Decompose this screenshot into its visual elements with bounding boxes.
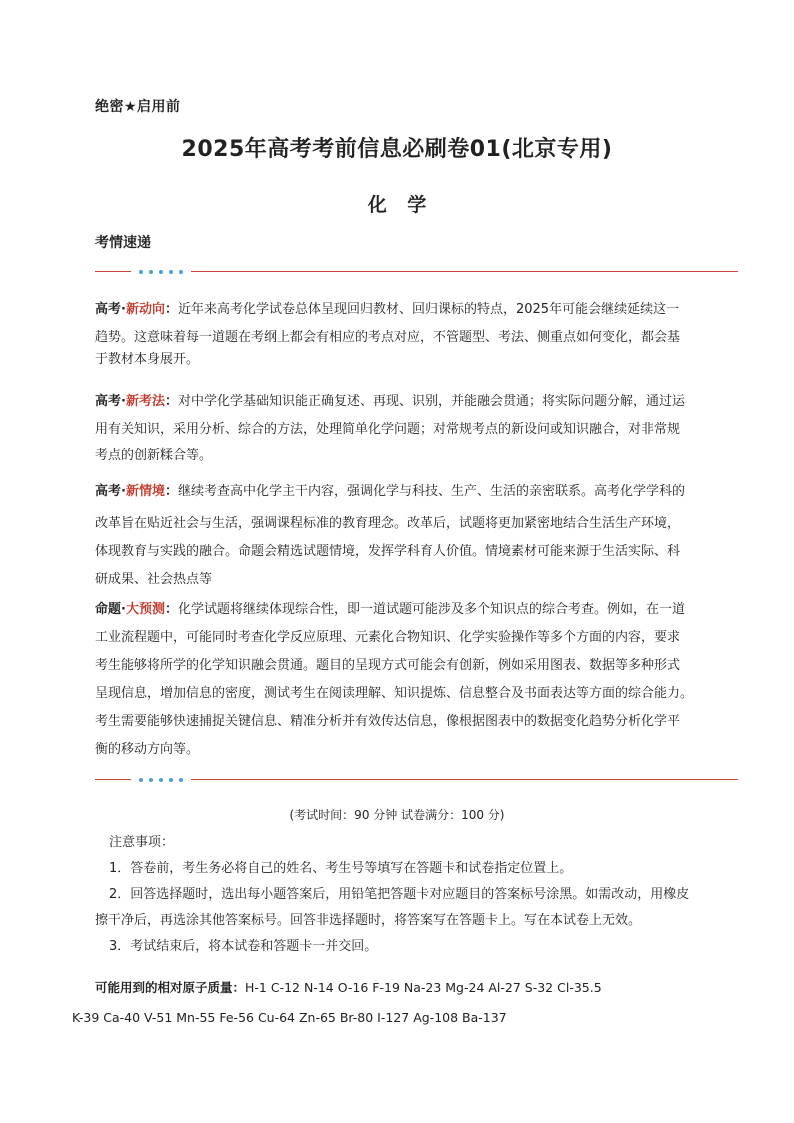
divider-dots-icon	[131, 266, 191, 278]
note-item: 2．回答选择题时，选出每小题答案后，用铅笔把答题卡对应题目的答案标号涂黑。如需改动，用橡皮	[109, 887, 690, 902]
notes-heading: 注意事项：	[109, 835, 175, 850]
briefing-item-context: 高考·新情境：继续考查高中化学主干内容，强调化学与科技、生产、生活的亲密联系。高考化学学科的 改革旨在贴近社会与生活，强调课程标准的教育理念。改革后，试题将更加紧密地结合生活生产环境， 体现教育与实践的融合。命题会精选试题情境，发挥学科育人价值。情境素材可能来源于生活实际、科 研成果、社会热点等	[95, 484, 685, 587]
note-item: 1．答卷前，考生务必将自己的姓名、考生号等填写在答题卡和试卷指定位置上。	[109, 861, 573, 876]
section-divider-top	[95, 266, 738, 278]
briefing-item-forecast: 命题·大预测：化学试题将继续体现综合性，即一道试题可能涉及多个知识点的综合考查。例如，在一道 工业流程题中，可能同时考查化学反应原理、元素化合物知识、化学实验操作等多个方面的内容，要求 考生能够将所学的化学知识融会贯通。题目的呈现方式可能会有创新，例如采用图表、数据等多种形式 呈现信息，增加信息的密度，测试考生在阅读理解、知识提炼、信息整合及书面表达等方面的综合能力。 考生需要能够快速捕捉关键信息、精准分析并有效传达信息，像根据图表中的数据变化趋势分析化学平 衡的移动方向等。	[95, 602, 694, 757]
divider-dots-icon	[131, 774, 191, 786]
briefing-item-trend: 高考·新动向：近年来高考化学试卷总体呈现回归教材、回归课标的特点，2025年可能会继续延续这一 趋势。这意味着每一道题在考纲上都会有相应的考点对应，不管题型、考法、侧重点如何变化，都会基 于教材本身展开。	[95, 302, 681, 367]
note-item: 3．考试结束后，将本试卷和答题卡一并交回。	[109, 939, 378, 954]
atomic-masses-line2: K-39 Ca-40 V-51 Mn-55 Fe-56 Cu-64 Zn-65 Br-80 I-127 Ag-108 Ba-137	[72, 1010, 507, 1025]
item-label: 高考·新动向：	[95, 302, 178, 317]
item-label: 命题·大预测：	[95, 602, 178, 617]
item-label: 高考·新考法：	[95, 394, 178, 409]
subject-title: 化 学	[367, 194, 427, 216]
note-item-continued: 擦干净后，再选涂其他答案标号。回答非选择题时，将答案写在答题卡上。写在本试卷上无效。	[95, 913, 642, 928]
section-divider-bottom	[95, 774, 738, 786]
confidential-mark: 绝密★启用前	[95, 99, 181, 115]
exam-time-info: (考试时间：90 分钟 试卷满分：100 分)	[289, 808, 505, 822]
briefing-heading: 考情速递	[95, 235, 151, 251]
briefing-item-method: 高考·新考法：对中学化学基础知识能正确复述、再现、识别，并能融会贯通；将实际问题分解，通过运 用有关知识，采用分析、综合的方法，处理简单化学问题；对常规考点的新设问或知识融合，对非常规 考点的创新糅合等。	[95, 394, 685, 463]
atomic-masses-line1: 可能用到的相对原子质量：H-1 C-12 N-14 O-16 F-19 Na-23 Mg-24 Al-27 S-32 Cl-35.5	[95, 980, 602, 995]
notes-section	[95, 830, 725, 960]
atomic-masses-label: 可能用到的相对原子质量：	[95, 980, 246, 995]
exam-title: 2025年高考考前信息必刷卷01(北京专用)	[181, 137, 613, 162]
item-label: 高考·新情境：	[95, 484, 178, 499]
